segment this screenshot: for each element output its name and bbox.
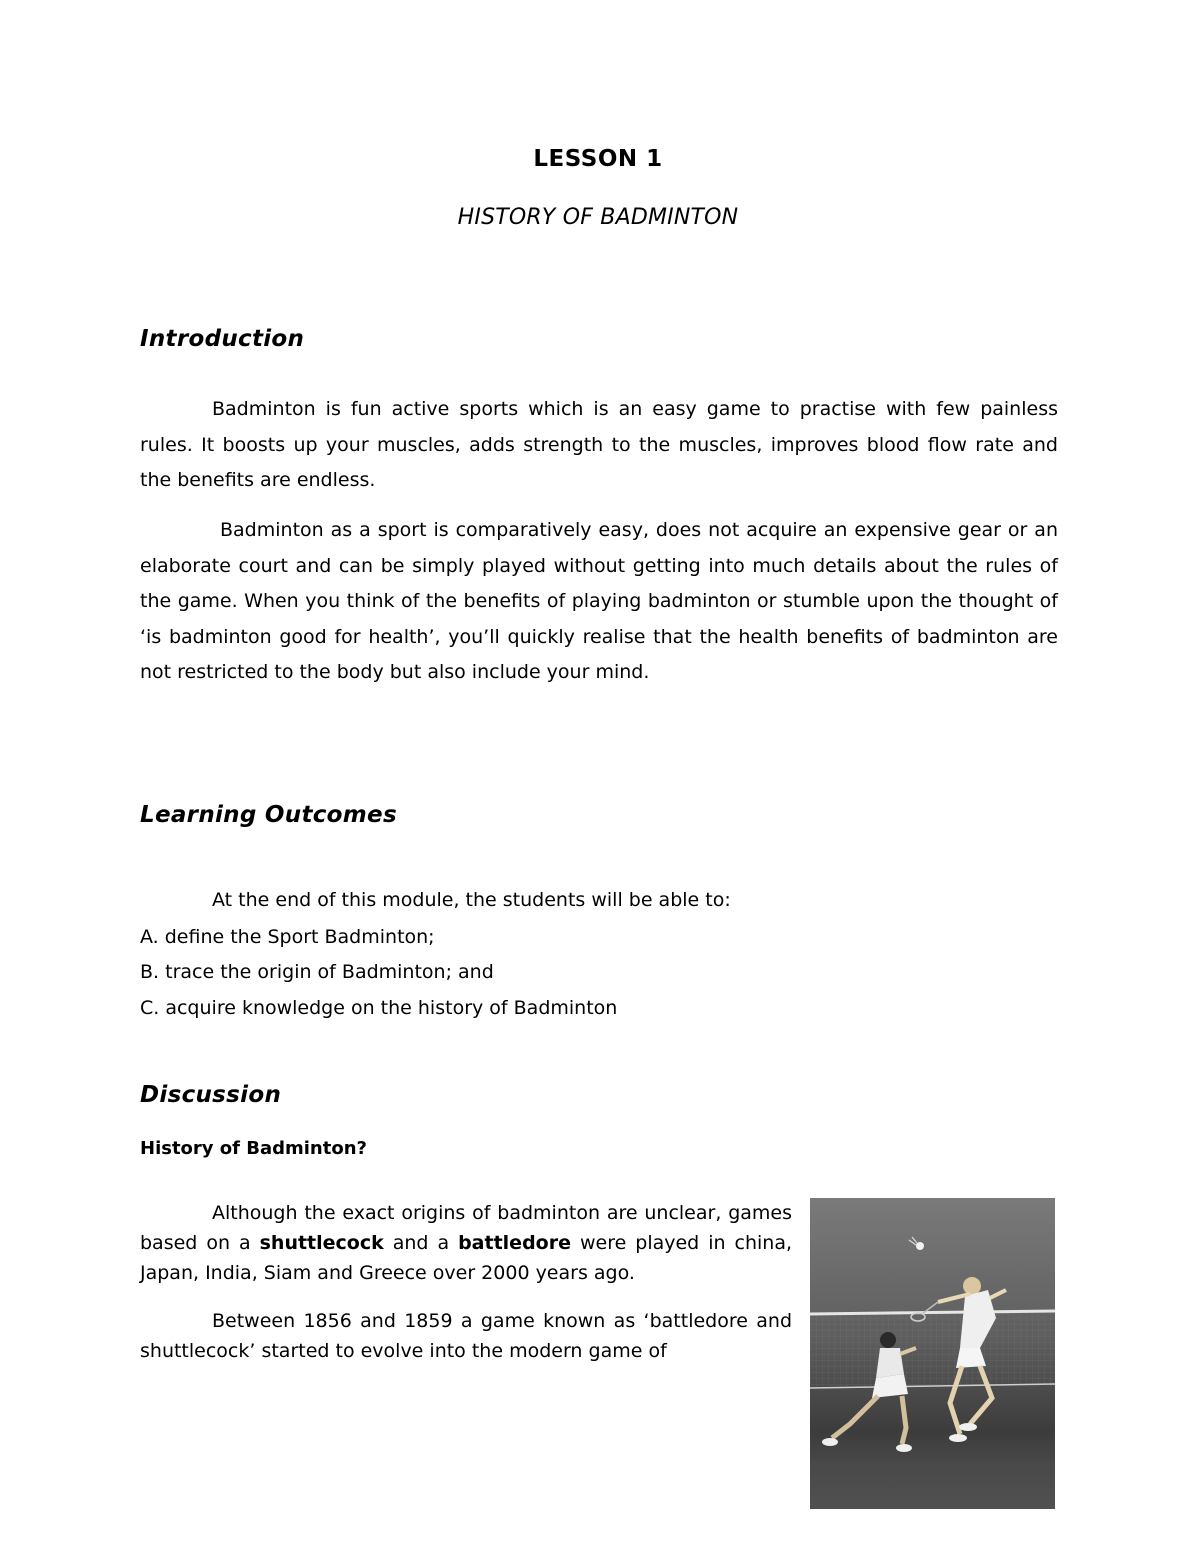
history-subheading: History of Badminton? <box>140 1138 367 1159</box>
learning-outcome-item: A. define the Sport Badminton; <box>140 926 435 948</box>
learning-outcome-item: C. acquire knowledge on the history of Badminton <box>140 997 618 1019</box>
introduction-paragraph-1: Badminton is fun active sports which is an easy game to practise with few painless rules. It boosts up your muscles, adds strength to the muscles, improves blood flow rate and the benefits are endless. <box>140 398 1058 491</box>
badminton-players-photo <box>810 1198 1055 1509</box>
badminton-photo-illustration <box>810 1198 1055 1509</box>
discussion-paragraph-1 <box>140 1198 792 1288</box>
learning-outcomes-lead: At the end of this module, the students will be able to: <box>212 889 731 911</box>
learning-outcome-item: B. trace the origin of Badminton; and <box>140 961 494 983</box>
discussion-heading: Discussion <box>140 1082 282 1108</box>
introduction-paragraph-2: Badminton as a sport is comparatively easy, does not acquire an expensive gear or an elaborate court and can be simply played without getting into much details about the rules of the game. When you think of the benefits of playing badminton or stumble upon the thought of ‘is badminton good for health’, you’ll quickly realise that the health benefits of badminton are not restricted to the body but also include your mind. <box>140 519 1058 683</box>
discussion-text: and a <box>383 1232 459 1254</box>
learning-outcomes-heading: Learning Outcomes <box>140 802 397 828</box>
discussion-text: Although the exact origins of badminton are unclear, games based on a <box>140 1202 792 1254</box>
discussion-text: were played in china, Japan, India, Siam and Greece over 2000 years ago. <box>140 1232 793 1284</box>
introduction-heading: Introduction <box>140 326 305 352</box>
lesson-title: HISTORY OF BADMINTON <box>457 205 739 230</box>
lesson-number: LESSON 1 <box>533 146 663 172</box>
discussion-paragraph-2: Between 1856 and 1859 a game known as ‘battledore and shuttlecock’ started to evolve into the modern game of <box>140 1310 792 1362</box>
shuttlecock-term: shuttlecock <box>259 1232 384 1254</box>
battledore-term: battledore <box>458 1232 571 1254</box>
